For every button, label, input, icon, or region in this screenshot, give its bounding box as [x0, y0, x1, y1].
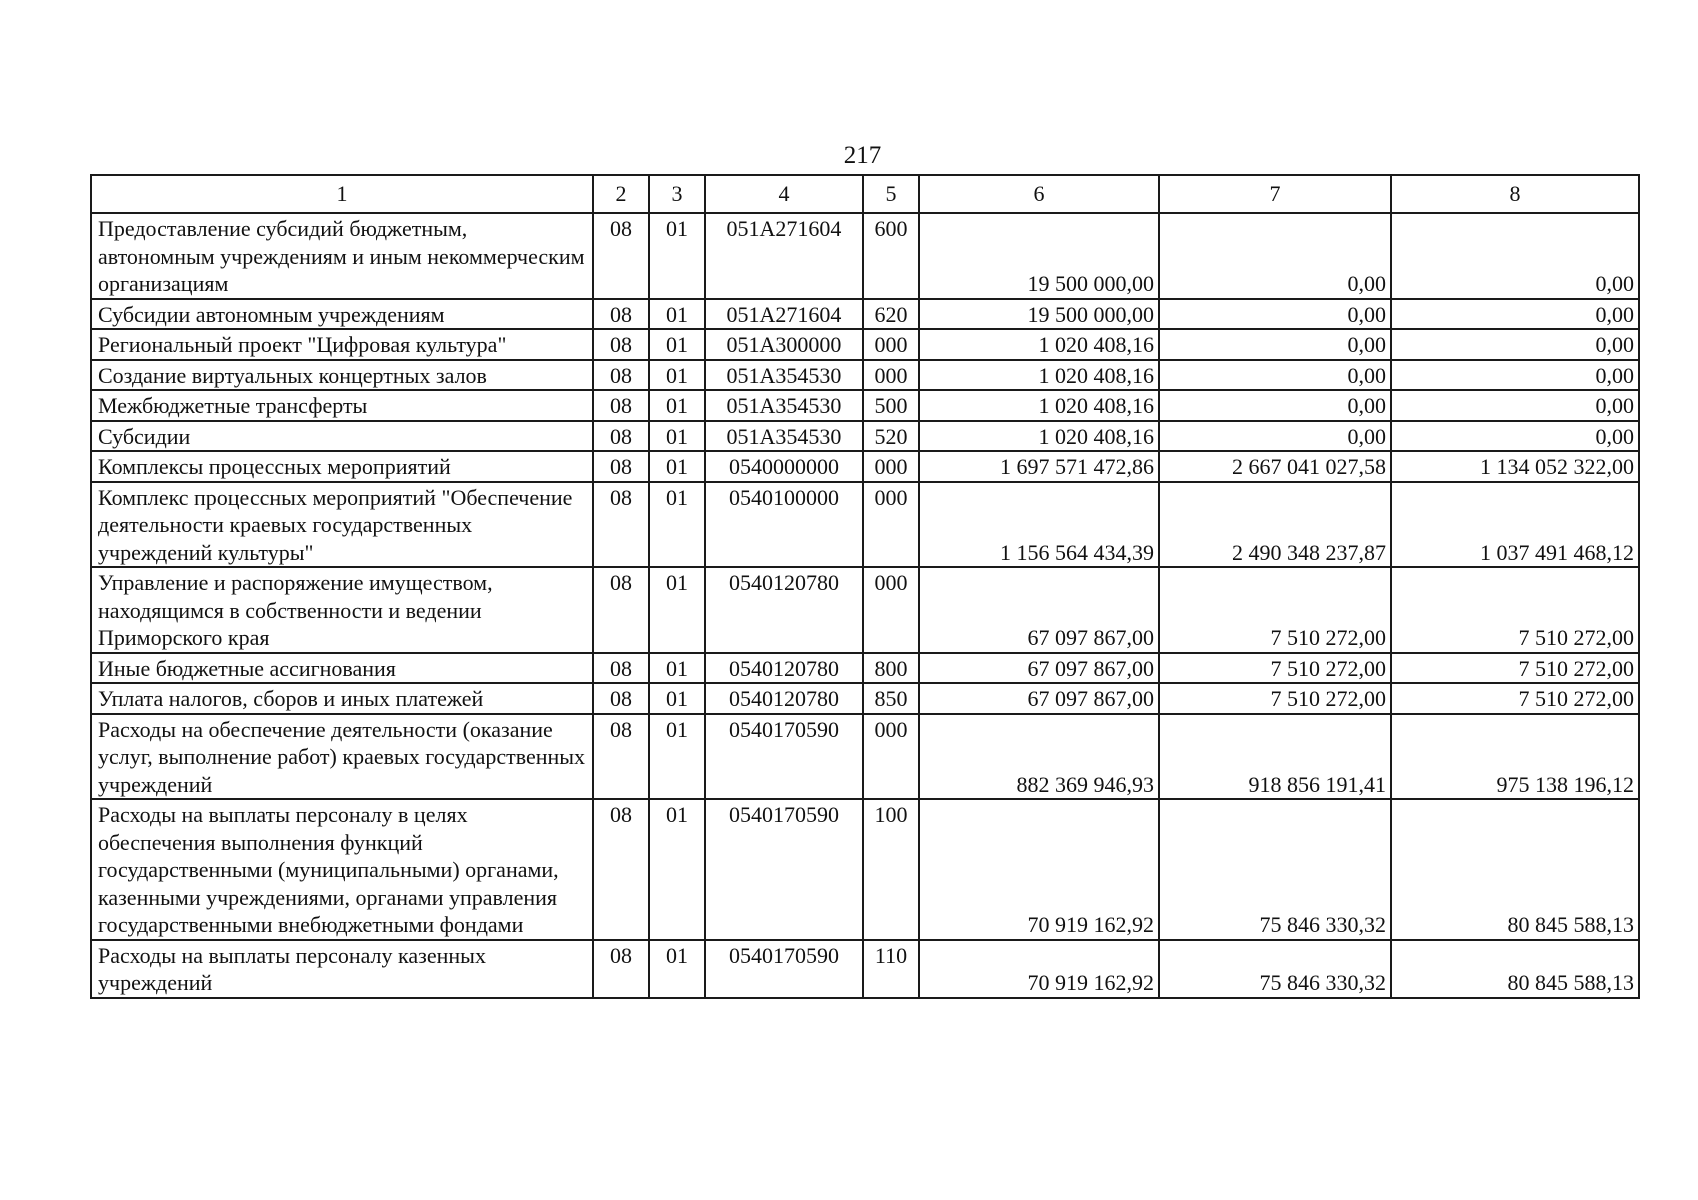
- amount-col8-cell: 0,00: [1391, 213, 1639, 299]
- amount-col7-cell: 0,00: [1159, 329, 1391, 360]
- table-header: [91, 175, 1639, 213]
- section-code-cell: 08: [593, 567, 649, 653]
- table-row: [91, 213, 1639, 299]
- column-header-7: 7: [1159, 175, 1391, 213]
- target-article-cell: 0540100000: [705, 482, 863, 568]
- row-name-cell: Комплексы процессных мероприятий: [91, 451, 593, 482]
- amount-col7-cell: 2 667 041 027,58: [1159, 451, 1391, 482]
- target-article-cell: 0540120780: [705, 683, 863, 714]
- section-code-cell: 08: [593, 940, 649, 998]
- amount-col8-cell: 80 845 588,13: [1391, 799, 1639, 940]
- expense-type-cell: 620: [863, 299, 919, 330]
- section-code-cell: 08: [593, 714, 649, 800]
- table-row: [91, 799, 1639, 940]
- column-header-2: 2: [593, 175, 649, 213]
- amount-col6-cell: 67 097 867,00: [919, 567, 1159, 653]
- amount-col6-cell: 19 500 000,00: [919, 299, 1159, 330]
- table-row: [91, 482, 1639, 568]
- subsection-code-cell: 01: [649, 329, 705, 360]
- expense-type-cell: 000: [863, 567, 919, 653]
- target-article-cell: 051A271604: [705, 213, 863, 299]
- amount-col7-cell: 2 490 348 237,87: [1159, 482, 1391, 568]
- row-name-cell: Управление и распоряжение имуществом, находящимся в собственности и ведении Приморского края: [91, 567, 593, 653]
- amount-col6-cell: 1 156 564 434,39: [919, 482, 1159, 568]
- column-header-5: 5: [863, 175, 919, 213]
- target-article-cell: 0540170590: [705, 940, 863, 998]
- target-article-cell: 051A354530: [705, 421, 863, 452]
- table-row: [91, 683, 1639, 714]
- target-article-cell: 051A271604: [705, 299, 863, 330]
- target-article-cell: 051A354530: [705, 390, 863, 421]
- amount-col6-cell: 70 919 162,92: [919, 940, 1159, 998]
- subsection-code-cell: 01: [649, 421, 705, 452]
- subsection-code-cell: 01: [649, 299, 705, 330]
- table-row: [91, 390, 1639, 421]
- amount-col7-cell: 0,00: [1159, 360, 1391, 391]
- amount-col6-cell: 1 020 408,16: [919, 360, 1159, 391]
- table-row: [91, 714, 1639, 800]
- subsection-code-cell: 01: [649, 653, 705, 684]
- expense-type-cell: 000: [863, 451, 919, 482]
- subsection-code-cell: 01: [649, 482, 705, 568]
- row-name-cell: Уплата налогов, сборов и иных платежей: [91, 683, 593, 714]
- amount-col8-cell: 1 037 491 468,12: [1391, 482, 1639, 568]
- expense-type-cell: 520: [863, 421, 919, 452]
- subsection-code-cell: 01: [649, 683, 705, 714]
- row-name-cell: Иные бюджетные ассигнования: [91, 653, 593, 684]
- target-article-cell: 0540120780: [705, 653, 863, 684]
- amount-col8-cell: 7 510 272,00: [1391, 653, 1639, 684]
- table-row: [91, 360, 1639, 391]
- amount-col7-cell: 75 846 330,32: [1159, 940, 1391, 998]
- row-name-cell: Региональный проект "Цифровая культура": [91, 329, 593, 360]
- table-row: [91, 329, 1639, 360]
- section-code-cell: 08: [593, 390, 649, 421]
- amount-col8-cell: 0,00: [1391, 421, 1639, 452]
- target-article-cell: 0540170590: [705, 714, 863, 800]
- amount-col8-cell: 80 845 588,13: [1391, 940, 1639, 998]
- expense-type-cell: 100: [863, 799, 919, 940]
- amount-col6-cell: 67 097 867,00: [919, 683, 1159, 714]
- subsection-code-cell: 01: [649, 940, 705, 998]
- amount-col8-cell: 0,00: [1391, 390, 1639, 421]
- amount-col7-cell: 0,00: [1159, 421, 1391, 452]
- expense-type-cell: 500: [863, 390, 919, 421]
- amount-col7-cell: 7 510 272,00: [1159, 683, 1391, 714]
- column-header-8: 8: [1391, 175, 1639, 213]
- section-code-cell: 08: [593, 421, 649, 452]
- target-article-cell: 0540000000: [705, 451, 863, 482]
- amount-col7-cell: 7 510 272,00: [1159, 567, 1391, 653]
- expense-type-cell: 600: [863, 213, 919, 299]
- expense-type-cell: 850: [863, 683, 919, 714]
- table-row: [91, 421, 1639, 452]
- table-row: [91, 451, 1639, 482]
- target-article-cell: 0540120780: [705, 567, 863, 653]
- table-row: [91, 653, 1639, 684]
- row-name-cell: Субсидии: [91, 421, 593, 452]
- row-name-cell: Создание виртуальных концертных залов: [91, 360, 593, 391]
- target-article-cell: 051A354530: [705, 360, 863, 391]
- row-name-cell: Расходы на обеспечение деятельности (оказание услуг, выполнение работ) краевых государственных учреждений: [91, 714, 593, 800]
- row-name-cell: Расходы на выплаты персоналу казенных учреждений: [91, 940, 593, 998]
- table-row: [91, 940, 1639, 998]
- row-name-cell: Комплекс процессных мероприятий "Обеспечение деятельности краевых государственных учреждений культуры": [91, 482, 593, 568]
- expense-type-cell: 000: [863, 714, 919, 800]
- subsection-code-cell: 01: [649, 799, 705, 940]
- subsection-code-cell: 01: [649, 714, 705, 800]
- expense-type-cell: 000: [863, 482, 919, 568]
- section-code-cell: 08: [593, 360, 649, 391]
- column-header-3: 3: [649, 175, 705, 213]
- header-row: [91, 175, 1639, 213]
- table-row: [91, 299, 1639, 330]
- expense-type-cell: 000: [863, 329, 919, 360]
- amount-col6-cell: 1 020 408,16: [919, 390, 1159, 421]
- row-name-cell: Субсидии автономным учреждениям: [91, 299, 593, 330]
- table-row: [91, 567, 1639, 653]
- subsection-code-cell: 01: [649, 360, 705, 391]
- row-name-cell: Предоставление субсидий бюджетным, автономным учреждениям и иным некоммерческим организациям: [91, 213, 593, 299]
- amount-col7-cell: 0,00: [1159, 213, 1391, 299]
- amount-col6-cell: 1 020 408,16: [919, 421, 1159, 452]
- column-header-1: 1: [91, 175, 593, 213]
- amount-col8-cell: 0,00: [1391, 299, 1639, 330]
- table-body: [91, 213, 1639, 998]
- amount-col8-cell: 0,00: [1391, 360, 1639, 391]
- amount-col7-cell: 0,00: [1159, 390, 1391, 421]
- expense-type-cell: 000: [863, 360, 919, 391]
- section-code-cell: 08: [593, 299, 649, 330]
- section-code-cell: 08: [593, 451, 649, 482]
- amount-col8-cell: 0,00: [1391, 329, 1639, 360]
- amount-col7-cell: 0,00: [1159, 299, 1391, 330]
- amount-col8-cell: 975 138 196,12: [1391, 714, 1639, 800]
- budget-table: [90, 174, 1640, 999]
- section-code-cell: 08: [593, 213, 649, 299]
- section-code-cell: 08: [593, 482, 649, 568]
- amount-col8-cell: 7 510 272,00: [1391, 683, 1639, 714]
- section-code-cell: 08: [593, 683, 649, 714]
- section-code-cell: 08: [593, 653, 649, 684]
- row-name-cell: Расходы на выплаты персоналу в целях обеспечения выполнения функций государственными (муниципальными) органами, казенными учреждениями, органами управления государственными внебюджетными фондами: [91, 799, 593, 940]
- amount-col7-cell: 7 510 272,00: [1159, 653, 1391, 684]
- subsection-code-cell: 01: [649, 213, 705, 299]
- expense-type-cell: 110: [863, 940, 919, 998]
- amount-col6-cell: 1 697 571 472,86: [919, 451, 1159, 482]
- amount-col7-cell: 918 856 191,41: [1159, 714, 1391, 800]
- page-number: 217: [843, 142, 882, 169]
- amount-col6-cell: 882 369 946,93: [919, 714, 1159, 800]
- amount-col6-cell: 67 097 867,00: [919, 653, 1159, 684]
- subsection-code-cell: 01: [649, 451, 705, 482]
- column-header-4: 4: [705, 175, 863, 213]
- expense-type-cell: 800: [863, 653, 919, 684]
- amount-col8-cell: 1 134 052 322,00: [1391, 451, 1639, 482]
- row-name-cell: Межбюджетные трансферты: [91, 390, 593, 421]
- target-article-cell: 051A300000: [705, 329, 863, 360]
- subsection-code-cell: 01: [649, 567, 705, 653]
- subsection-code-cell: 01: [649, 390, 705, 421]
- target-article-cell: 0540170590: [705, 799, 863, 940]
- amount-col6-cell: 1 020 408,16: [919, 329, 1159, 360]
- section-code-cell: 08: [593, 799, 649, 940]
- amount-col6-cell: 19 500 000,00: [919, 213, 1159, 299]
- amount-col8-cell: 7 510 272,00: [1391, 567, 1639, 653]
- column-header-6: 6: [919, 175, 1159, 213]
- amount-col6-cell: 70 919 162,92: [919, 799, 1159, 940]
- amount-col7-cell: 75 846 330,32: [1159, 799, 1391, 940]
- section-code-cell: 08: [593, 329, 649, 360]
